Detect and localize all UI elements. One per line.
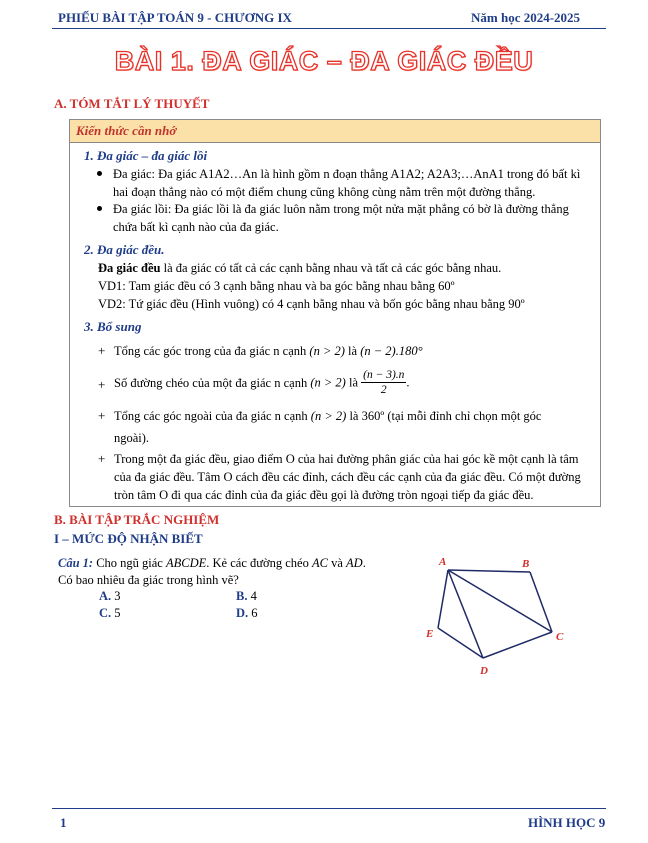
header-title: PHIẾU BÀI TẬP TOÁN 9 - CHƯƠNG IX — [58, 10, 292, 25]
vertex-label-a: A — [439, 556, 447, 568]
item3-p2-fraction — [361, 368, 406, 397]
plus-icon: + — [98, 377, 106, 392]
bullet-dot — [97, 206, 102, 211]
item3-point1 — [98, 342, 593, 360]
question1-text-d: . — [362, 556, 366, 570]
item2-title: 2. Đa giác đều. — [84, 242, 165, 257]
item1-bullet1 — [97, 165, 597, 201]
item3-p4-line1: Trong một đa giác đều, giao điểm O của hai đường phân giác của hai góc kề một cạnh là tâm — [114, 452, 579, 466]
item1-bullet2 — [97, 200, 597, 236]
vertex-label-d: D — [480, 665, 488, 677]
section-a-heading: A. TÓM TẮT LÝ THUYẾT — [54, 96, 210, 111]
fraction-denominator: 2 — [380, 384, 387, 396]
item1-bullet1-cont: hai đoạn thẳng nào có một điểm chung cũng không cùng nằm trên một đường thẳng. — [113, 185, 536, 199]
option-d-value: 6 — [251, 606, 258, 620]
diagonal-ac — [448, 570, 552, 632]
option-a[interactable] — [99, 589, 121, 604]
option-c-value: 5 — [114, 606, 121, 620]
pentagon-figure — [415, 550, 585, 680]
item1-bullet2-text: Đa giác lồi: Đa giác lồi là đa giác luôn nằm trong một nửa mặt phẳng có bờ là đường thẳng — [113, 202, 569, 216]
bullet-dot — [97, 171, 102, 176]
item3-title: 3. Bổ sung — [84, 319, 142, 334]
item2-definition — [98, 259, 501, 277]
plus-icon: + — [98, 451, 106, 466]
option-c[interactable] — [99, 606, 121, 621]
item3-p2-text: Số đường chéo của một đa giác n cạnh — [114, 375, 311, 390]
question1-line2: Có bao nhiêu đa giác trong hình vẽ? — [58, 573, 239, 587]
item3-p2-mid: là — [345, 375, 362, 390]
item2-def-rest: là đa giác có tất cả các cạnh bằng nhau và tất cả các góc bằng nhau. — [160, 261, 502, 275]
item3-p2-cond: (n > 2) — [310, 375, 346, 390]
item3-p3-cond: (n > 2) — [310, 409, 347, 423]
question1-diag1: AC — [311, 556, 328, 570]
knowledge-box — [69, 119, 601, 507]
item3-p1-formula: (n − 2).180° — [360, 344, 423, 358]
header-divider — [52, 28, 606, 29]
section-b-heading: B. BÀI TẬP TRẮC NGHIỆM — [54, 512, 220, 527]
item3-p3-cont: ngoài). — [114, 431, 150, 445]
option-c-letter: C. — [99, 606, 112, 620]
item3-p1-cond: (n > 2) — [309, 344, 345, 358]
item3-p4-line3: tròn tâm O đi qua các đỉnh của đa giác đều gọi là đường tròn ngoại tiếp đa giác đều. — [114, 488, 534, 502]
item3-point3 — [98, 407, 593, 425]
edge-cd — [483, 632, 552, 658]
item2-def-bold: Đa giác đều — [98, 261, 161, 275]
item1-bullet2-cont: chứa bất kì cạnh nào của đa giác. — [113, 220, 279, 234]
vertex-label-e: E — [426, 628, 434, 640]
item3-point4 — [98, 450, 598, 504]
item1-bullet1-text: Đa giác: Đa giác A1A2…An là hình gồm n đoạn thẳng A1A2; A2A3;…AnA1 trong đó bất kì — [113, 167, 581, 181]
edge-ea — [438, 570, 448, 628]
question1-text-b: . Kẻ các đường chéo — [206, 556, 312, 570]
question1-text-a: Cho ngũ giác — [93, 556, 166, 570]
item3-point2 — [98, 368, 593, 397]
item2-example2: VD2: Tứ giác đều (Hình vuông) có 4 cạnh bằng nhau và bốn góc bằng nhau bằng 90º — [98, 297, 525, 311]
level-heading: I – MỨC ĐỘ NHẬN BIẾT — [54, 531, 203, 546]
item1-title: 1. Đa giác – đa giác lồi — [84, 148, 208, 163]
page-title: BÀI 1. ĐA GIÁC – ĐA GIÁC ĐỀU — [114, 46, 534, 76]
vertex-label-b: B — [522, 558, 530, 570]
item2-example1: VD1: Tam giác đều có 3 cạnh bằng nhau và ba góc bằng nhau bằng 60º — [98, 279, 455, 293]
header-year: Năm học 2024-2025 — [471, 10, 581, 25]
item3-p1-text: Tổng các góc trong của đa giác n cạnh — [114, 344, 310, 358]
edge-bc — [530, 572, 552, 632]
vertex-label-c: C — [556, 631, 564, 643]
diagonal-ad — [448, 570, 483, 658]
footer-subject: HÌNH HỌC 9 — [528, 815, 606, 830]
item3-p2-end: . — [406, 375, 410, 390]
footer-divider — [52, 808, 606, 809]
page-number: 1 — [60, 815, 67, 830]
item3-p3-text: Tổng các góc ngoài của đa giác n cạnh — [114, 409, 311, 423]
option-b[interactable] — [236, 589, 257, 604]
item3-p1-mid: là — [344, 344, 361, 358]
edge-ab — [448, 570, 530, 572]
plus-icon: + — [98, 408, 106, 423]
option-d-letter: D. — [236, 606, 249, 620]
knowledge-box-header — [70, 120, 600, 143]
plus-icon: + — [98, 343, 106, 358]
option-d[interactable] — [236, 606, 258, 621]
knowledge-box-title: Kiến thức cần nhớ — [76, 123, 177, 138]
question1-diag2: AD — [346, 556, 363, 570]
option-b-value: 4 — [250, 589, 257, 603]
question1-shape: ABCDE — [166, 556, 207, 570]
item3-p3-rest: là 360º (tại mỗi đỉnh chỉ chọn một góc — [346, 409, 542, 423]
option-a-value: 3 — [114, 589, 121, 603]
option-b-letter: B. — [236, 589, 248, 603]
option-a-letter: A. — [99, 589, 112, 603]
question1-label: Câu 1: — [58, 556, 94, 570]
question1-text-c: và — [327, 556, 347, 570]
question1-line1 — [58, 554, 366, 572]
fraction-numerator: (n − 3).n — [363, 369, 405, 381]
item3-p4-line2: của đa giác đều. Tâm O cách đều các đỉnh, cách đều các cạnh của đa giác đều. Có một đường — [114, 470, 581, 484]
